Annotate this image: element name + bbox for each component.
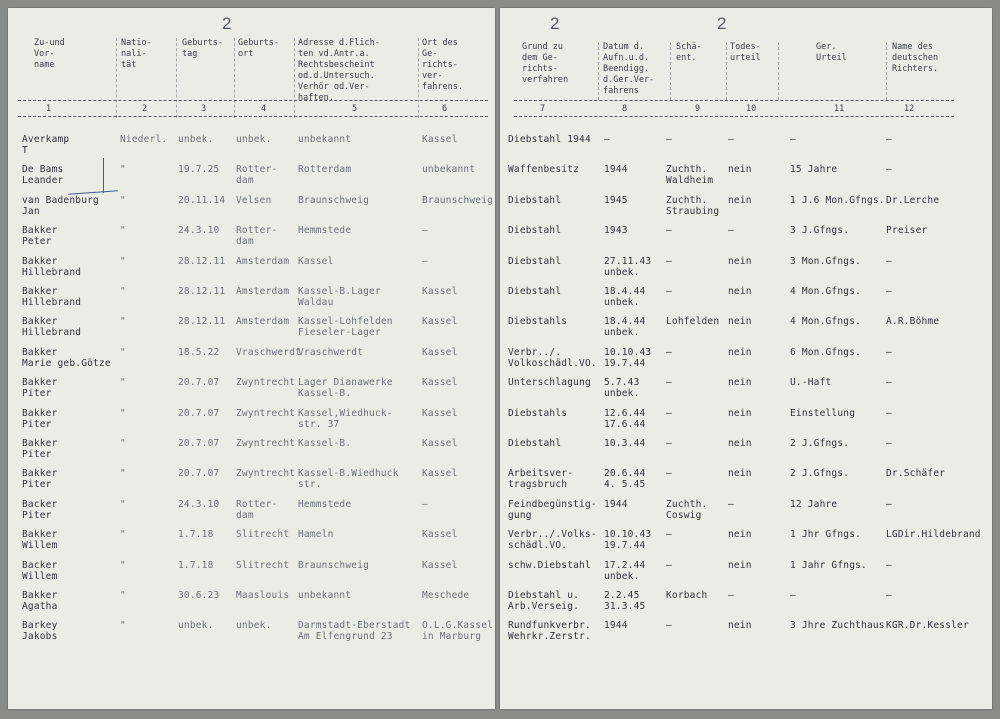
table-cell: 18.5.22 (178, 347, 220, 358)
table-cell: Zwyntrecht (236, 468, 296, 479)
table-cell: " (120, 499, 126, 510)
column-number: 3 (201, 104, 207, 114)
table-cell: Velsen (236, 195, 272, 206)
table-cell: 10.10.43 19.7.44 (604, 347, 652, 369)
table-cell: 6 Mon.Gfngs. (790, 347, 862, 358)
table-cell: Rotter- dam (236, 499, 278, 521)
table-cell: Kassel-B.Wiedhuck str. (298, 468, 399, 490)
table-cell: Kassel (422, 468, 458, 479)
table-cell: 4 Mon.Gfngs. (790, 316, 862, 327)
table-cell: Hemmstede (298, 499, 352, 510)
column-divider (176, 38, 177, 118)
table-cell: nein (728, 286, 752, 297)
table-cell: " (120, 195, 126, 206)
header-birthdate: Geburts- tag (182, 38, 223, 59)
table-cell: nein (728, 377, 752, 388)
table-cell: Feindbegünstig- gung (508, 499, 597, 521)
table-cell: unbekannt (298, 590, 352, 601)
table-cell: 1 Jahr Gfngs. (790, 560, 867, 571)
header-name: Zu-und Vor- name (34, 38, 65, 70)
table-cell: Maaslouis (236, 590, 290, 601)
table-cell: Slitrecht (236, 560, 290, 571)
table-cell: — (728, 590, 734, 601)
table-cell: — (666, 408, 672, 419)
table-cell: van Badenburg Jan (22, 195, 99, 217)
table-cell: — (666, 468, 672, 479)
table-cell: " (120, 256, 126, 267)
table-cell: Bakker Agatha (22, 590, 58, 612)
table-cell: — (422, 225, 428, 236)
table-cell: 1.7.18 (178, 529, 214, 540)
table-cell: 20.11.14 (178, 195, 226, 206)
table-cell: 15 Jahre (790, 164, 838, 175)
table-cell: — (666, 438, 672, 449)
table-cell: nein (728, 164, 752, 175)
table-cell: Bakker Piter (22, 377, 58, 399)
pencil-arrow-mark (103, 158, 104, 193)
table-cell: Rotter- dam (236, 225, 278, 247)
table-cell: 1944 (604, 164, 628, 175)
table-cell: Diebstahl (508, 225, 562, 236)
header-rule (18, 116, 488, 117)
table-cell: Kassel,Wiedhuck- str. 37 (298, 408, 393, 430)
table-cell: Kassel (422, 529, 458, 540)
table-cell: Diebstahl 1944 (508, 134, 591, 145)
table-cell: Hemmstede (298, 225, 352, 236)
table-cell: Preiser (886, 225, 928, 236)
table-cell: U.-Haft (790, 377, 832, 388)
header-rule (514, 116, 954, 117)
table-cell: 4 Mon.Gfngs. (790, 286, 862, 297)
table-cell: 20.7.07 (178, 438, 220, 449)
header-rule (514, 100, 954, 101)
column-divider (418, 38, 419, 118)
table-cell: " (120, 468, 126, 479)
table-cell: 24.3.10 (178, 225, 220, 236)
column-number: 11 (834, 104, 845, 114)
table-cell: Hameln (298, 529, 334, 540)
table-cell: — (886, 590, 892, 601)
table-cell: Kassel-B. (298, 438, 352, 449)
table-cell: Braunschweig (298, 560, 370, 571)
table-cell: 1 J.6 Mon.Gfngs. (790, 195, 885, 206)
table-cell: Bakker Piter (22, 408, 58, 430)
column-number: 1 (46, 104, 52, 114)
table-cell: unbekannt (422, 164, 476, 175)
table-cell: Diebstahl u. Arb.Verseig. (508, 590, 580, 612)
table-cell: 1944 (604, 620, 628, 631)
column-number: 9 (695, 104, 701, 114)
table-cell: — (666, 286, 672, 297)
table-cell: Unterschlagung (508, 377, 591, 388)
table-cell: 3 Mon.Gfngs. (790, 256, 862, 267)
table-cell: — (886, 134, 892, 145)
table-cell: Arbeitsver- tragsbruch (508, 468, 574, 490)
table-cell: — (666, 256, 672, 267)
table-cell: Bakker Peter (22, 225, 58, 247)
table-cell: Korbach (666, 590, 708, 601)
table-cell: 1.7.18 (178, 560, 214, 571)
table-cell: Slitrecht (236, 529, 290, 540)
table-cell: Kassel-B.Lager Waldau (298, 286, 381, 308)
table-cell: Darmstadt-Eberstadt Am Elfengrund 23 (298, 620, 411, 642)
table-cell: 20.7.07 (178, 468, 220, 479)
table-cell: " (120, 347, 126, 358)
right-page (500, 8, 992, 709)
table-cell: — (886, 377, 892, 388)
header-nationality: Natio- nali- tät (121, 38, 152, 70)
table-cell: 3 J.Gfngs. (790, 225, 850, 236)
table-cell: nein (728, 316, 752, 327)
table-cell: nein (728, 620, 752, 631)
header-reason: Grund zu dem Ge- richts- verfahren (522, 42, 569, 85)
column-number: 12 (904, 104, 915, 114)
table-cell: unbek. (236, 620, 272, 631)
table-cell: — (886, 164, 892, 175)
table-cell: 18.4.44 unbek. (604, 316, 646, 338)
table-cell: Verbr../.Volks- schädl.VO. (508, 529, 597, 551)
table-cell: Barkey Jakobs (22, 620, 58, 642)
table-cell: 19.7.25 (178, 164, 220, 175)
table-cell: Lager Dianawerke Kassel-B. (298, 377, 393, 399)
header-court-place: Ort des Ge- richts- ver- fahrens. (422, 38, 463, 92)
table-cell: " (120, 377, 126, 388)
table-cell: " (120, 286, 126, 297)
table-cell: — (728, 499, 734, 510)
table-cell: LGDir.Hildebrand (886, 529, 981, 540)
table-cell: nein (728, 408, 752, 419)
header-whereabouts: Schä- ent. (676, 42, 702, 63)
table-cell: unbek. (236, 134, 272, 145)
column-divider (778, 42, 779, 100)
column-number: 10 (746, 104, 757, 114)
column-divider (234, 38, 235, 118)
table-cell: — (728, 134, 734, 145)
header-birthplace: Geburts- ort (238, 38, 279, 59)
table-cell: 1945 (604, 195, 628, 206)
table-cell: Dr.Schäfer (886, 468, 946, 479)
table-cell: Kassel (298, 256, 334, 267)
table-cell: Bakker Willem (22, 529, 58, 551)
header-death-sentence: Todes- urteil (730, 42, 761, 63)
table-cell: Niederl. (120, 134, 168, 145)
column-number: 4 (261, 104, 267, 114)
table-cell: Diebstahl (508, 286, 562, 297)
table-cell: A.R.Böhme (886, 316, 940, 327)
table-cell: 12 Jahre (790, 499, 838, 510)
table-cell: Kassel (422, 347, 458, 358)
table-cell: Kassel (422, 316, 458, 327)
table-cell: Averkamp T (22, 134, 70, 156)
table-cell: De Bams Leander (22, 164, 64, 186)
column-number: 7 (540, 104, 546, 114)
table-cell: Braunschweig (422, 195, 494, 206)
table-cell: Kassel (422, 134, 458, 145)
table-cell: " (120, 620, 126, 631)
header-rule (18, 100, 488, 101)
table-cell: nein (728, 468, 752, 479)
table-cell: — (666, 347, 672, 358)
table-cell: " (120, 560, 126, 571)
table-cell: 28.12.11 (178, 256, 226, 267)
table-cell: unbekannt (298, 134, 352, 145)
table-cell: Einstellung (790, 408, 856, 419)
table-cell: — (666, 134, 672, 145)
table-cell: — (422, 499, 428, 510)
table-cell: nein (728, 438, 752, 449)
table-cell: — (886, 560, 892, 571)
table-cell: — (886, 408, 892, 419)
column-number: 2 (142, 104, 148, 114)
table-cell: nein (728, 347, 752, 358)
column-number: 5 (352, 104, 358, 114)
table-cell: — (666, 560, 672, 571)
table-cell: Braunschweig (298, 195, 370, 206)
table-cell: Amsterdam (236, 316, 290, 327)
table-cell: 24.3.10 (178, 499, 220, 510)
table-cell: Backer Willem (22, 560, 58, 582)
column-number: 6 (442, 104, 448, 114)
table-cell: Kassel (422, 560, 458, 571)
table-cell: KGR.Dr.Kessler (886, 620, 969, 631)
table-cell: — (604, 134, 610, 145)
table-cell: — (666, 377, 672, 388)
table-cell: Bakker Hillebrand (22, 316, 82, 338)
table-cell: 28.12.11 (178, 316, 226, 327)
table-cell: " (120, 590, 126, 601)
table-cell: 28.12.11 (178, 286, 226, 297)
table-cell: 20.7.07 (178, 377, 220, 388)
table-cell: Zuchth. Straubing (666, 195, 720, 217)
table-cell: " (120, 408, 126, 419)
table-cell: Backer Piter (22, 499, 58, 521)
table-cell: Diebstahls (508, 316, 568, 327)
table-cell: Rotterdam (298, 164, 352, 175)
column-divider (598, 42, 599, 100)
table-cell: Zwyntrecht (236, 377, 296, 388)
table-cell: Kassel (422, 408, 458, 419)
table-cell: schw.Diebstahl (508, 560, 591, 571)
table-cell: 2 J.Gfngs. (790, 468, 850, 479)
table-cell: O.L.G.Kassel in Marburg (422, 620, 494, 642)
table-cell: 20.7.07 (178, 408, 220, 419)
table-cell: Dr.Lerche (886, 195, 940, 206)
table-cell: Diebstahl (508, 195, 562, 206)
left-page (8, 8, 495, 709)
column-divider (116, 38, 117, 118)
table-cell: Diebstahl (508, 256, 562, 267)
table-cell: 1944 (604, 499, 628, 510)
table-cell: unbek. (178, 134, 214, 145)
table-cell: Amsterdam (236, 286, 290, 297)
table-cell: Waffenbesitz (508, 164, 580, 175)
table-cell: Vraschwerdt (236, 347, 302, 358)
table-cell: Kassel-Lohfelden Fieseler-Lager (298, 316, 393, 338)
table-cell: " (120, 316, 126, 327)
table-cell: 10.3.44 (604, 438, 646, 449)
table-cell: 30.6.23 (178, 590, 220, 601)
table-cell: Zwyntrecht (236, 438, 296, 449)
header-judge: Name des deutschen Richters. (892, 42, 939, 74)
table-cell: " (120, 529, 126, 540)
table-cell: Bakker Marie geb.Götze (22, 347, 111, 369)
table-cell: — (886, 256, 892, 267)
table-cell: — (728, 225, 734, 236)
table-cell: Kassel (422, 286, 458, 297)
page-number: 2 (222, 14, 232, 33)
table-cell: 2 J.Gfngs. (790, 438, 850, 449)
table-cell: Bakker Hillebrand (22, 256, 82, 278)
column-divider (294, 38, 295, 118)
table-cell: — (790, 134, 796, 145)
table-cell: Zuchth. Coswig (666, 499, 708, 521)
header-address: Adresse d.Flich- ten vd.Antr.a. Rechtsbescheint od.d.Untersuch. Verhör od.Ver- haften. (298, 38, 380, 103)
table-cell: " (120, 438, 126, 449)
table-cell: 1943 (604, 225, 628, 236)
table-cell: 1 Jhr Gfngs. (790, 529, 862, 540)
table-cell: Rotter- dam (236, 164, 278, 186)
page-number: 2 (550, 14, 560, 33)
column-divider (886, 42, 887, 100)
table-cell: 20.6.44 4. 5.45 (604, 468, 646, 490)
table-cell: 3 Jhre Zuchthaus (790, 620, 885, 631)
table-cell: — (422, 256, 428, 267)
header-dates: Datum d. Aufn.u.d. Beendigg. d.Ger.Ver- fahrens (603, 42, 655, 96)
table-cell: Kassel (422, 438, 458, 449)
table-cell: nein (728, 560, 752, 571)
table-cell: — (886, 499, 892, 510)
page-number-secondary: 2 (717, 14, 727, 33)
table-cell: nein (728, 256, 752, 267)
table-cell: 18.4.44 unbek. (604, 286, 646, 308)
table-cell: 12.6.44 17.6.44 (604, 408, 646, 430)
table-cell: Verbr../. Volkoschädl.VO. (508, 347, 597, 369)
table-cell: nein (728, 195, 752, 206)
table-cell: 5.7.43 unbek. (604, 377, 640, 399)
column-number: 8 (622, 104, 628, 114)
column-divider (726, 42, 727, 100)
table-cell: Bakker Hillebrand (22, 286, 82, 308)
header-verdict: Ger. Urteil (816, 42, 847, 63)
table-cell: Zuchth. Waldheim (666, 164, 714, 186)
table-cell: Diebstahl (508, 438, 562, 449)
table-cell: — (666, 529, 672, 540)
table-cell: Amsterdam (236, 256, 290, 267)
table-cell: — (886, 347, 892, 358)
table-cell: — (666, 225, 672, 236)
table-cell: 17.2.44 unbek. (604, 560, 646, 582)
column-divider (670, 42, 671, 100)
table-cell: 10.10.43 19.7.44 (604, 529, 652, 551)
table-cell: — (886, 438, 892, 449)
table-cell: nein (728, 529, 752, 540)
table-cell: Kassel (422, 377, 458, 388)
table-cell: — (666, 620, 672, 631)
table-cell: Bakker Piter (22, 438, 58, 460)
table-cell: Meschede (422, 590, 470, 601)
table-cell: unbek. (178, 620, 214, 631)
table-cell: 2.2.45 31.3.45 (604, 590, 646, 612)
table-cell: Lohfelden (666, 316, 720, 327)
table-cell: Zwyntrecht (236, 408, 296, 419)
table-cell: " (120, 225, 126, 236)
table-cell: — (790, 590, 796, 601)
table-cell: Diebstahls (508, 408, 568, 419)
table-cell: Bakker Piter (22, 468, 58, 490)
table-cell: — (886, 286, 892, 297)
table-cell: " (120, 164, 126, 175)
table-cell: Vraschwerdt (298, 347, 364, 358)
table-cell: Rundfunkverbr. Wehrkr.Zerstr. (508, 620, 591, 642)
table-cell: 27.11.43 unbek. (604, 256, 652, 278)
